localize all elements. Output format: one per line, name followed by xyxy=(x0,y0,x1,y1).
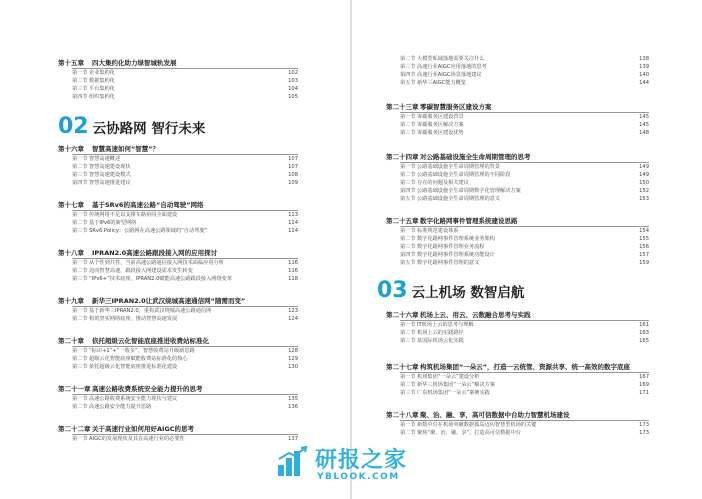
chapter-heading xyxy=(58,58,177,67)
watermark-url: YBLOOK.COM xyxy=(317,472,400,482)
watermark-logo-icon xyxy=(275,445,309,479)
chapter-number: 第十七章 xyxy=(58,201,84,209)
toc-entry[interactable]: 第一节标准规范建设体系 154 xyxy=(400,228,649,234)
toc-entry[interactable]: 第二节高速公路安全能力提升思路 136 xyxy=(72,404,298,410)
toc-entry[interactable]: 第一节IT机场上云的思考与理解 161 xyxy=(400,322,649,328)
chapter-title: 智慧高速如何“智慧”？ xyxy=(92,145,160,153)
toc-entry[interactable]: 第四节组织集约化 105 xyxy=(72,94,298,100)
chapter-rule xyxy=(400,162,649,163)
chapter-heading xyxy=(58,144,159,153)
toc-entry[interactable]: 第三节高速行业AIGC应用落地的思考 139 xyxy=(400,64,649,70)
chapter-title: 四大集约化助力绿智城轨发展 xyxy=(92,59,177,67)
chapter-title: 基于SRv6的高速公路“自动驾驶”网络 xyxy=(92,201,204,209)
toc-entry[interactable]: 第一节AIGC的发展现状及其在高速行业的必要性 137 xyxy=(72,436,298,442)
chapter-number: 第十五章 xyxy=(58,59,84,67)
chapter-rule xyxy=(400,420,649,421)
toc-entry[interactable]: 第二节零碳服务区解决方案 145 xyxy=(400,122,649,128)
chapter-heading xyxy=(58,336,209,345)
toc-entry[interactable]: 第三节某国际机场云化实践 165 xyxy=(400,338,649,344)
toc-entry[interactable]: 第三节零碳服务区建设优势 148 xyxy=(400,130,649,136)
toc-entry[interactable]: 第三节“IPv6+”技术底座，IPRAN2.0赋能高速公路跟段接入网络变革 118 xyxy=(72,276,298,282)
part-heading xyxy=(58,114,205,139)
toc-entry[interactable]: 第二节大模型私域落地需要关注什么 138 xyxy=(400,56,649,62)
toc-entry[interactable]: 第三节SRv6 Policy：公路网在高速公路领域的“自动驾驶” 114 xyxy=(72,228,298,234)
toc-entry[interactable]: 第一节公路基础设施全生命周期管理的背景 149 xyxy=(400,164,649,170)
part-title: 云协路网 智行未来 xyxy=(92,120,206,137)
toc-entry[interactable]: 第三节数字化路网事件管理业务流程 156 xyxy=(400,244,649,250)
right-page xyxy=(351,0,702,499)
toc-entry[interactable]: 第一节机场集团“一朵云”建设分析 167 xyxy=(400,374,649,380)
toc-entry[interactable]: 第二节数字化路网事件管理系统业务架构 155 xyxy=(400,236,649,242)
toc-entry[interactable]: 第三节平台集约化 104 xyxy=(72,86,298,92)
toc-entry[interactable]: 第二节数据集约化 103 xyxy=(72,78,298,84)
toc-entry[interactable]: 第一节零碳服务区建设背景 145 xyxy=(400,114,649,120)
toc-entry[interactable]: 第一节企业集约化 102 xyxy=(72,70,298,76)
chapter-rule xyxy=(72,258,298,259)
toc-entry[interactable]: 第五节数字化路网事件管理的意义 159 xyxy=(400,260,649,266)
chapter-heading xyxy=(58,248,217,257)
chapter-rule xyxy=(72,346,298,347)
toc-entry[interactable]: 第一节从个性到共性，当前高速公路通信接入网技术面临应用分析 116 xyxy=(72,260,298,266)
toc-entry[interactable]: 第一节传统网络不足以支撑车路协同全面建设 113 xyxy=(72,212,298,218)
chapter-heading xyxy=(386,152,531,161)
toc-entry[interactable]: 第三节智慧高速建设模式 108 xyxy=(72,172,298,178)
toc-entry[interactable]: 第二节聚焦“聚、治、融、享”，打造高可信数据中台 173 xyxy=(400,430,649,436)
part-heading xyxy=(377,278,524,303)
chapter-title: 机场上云、用云、云数融合思考与实践 xyxy=(420,311,531,319)
chapter-title: 高速公路收费系统安全能力提升的思考 xyxy=(92,385,203,393)
toc-entry[interactable]: 第二节公路基础设施全生命周期管理的不同阶段 149 xyxy=(400,172,649,178)
chapter-number: 第二十六章 xyxy=(386,311,419,319)
chapter-rule xyxy=(400,112,649,113)
chapter-number: 第二十五章 xyxy=(386,217,419,225)
chapter-number: 第二十一章 xyxy=(58,385,91,393)
chapter-heading xyxy=(386,310,531,319)
toc-entry[interactable]: 第一节基于新华三IPRAN2.0，重构武汉绕城高速公路通信网 123 xyxy=(72,308,298,314)
toc-entry[interactable]: 第一节“标识+1”+“一收多”，智慧收费站升级新思路 128 xyxy=(72,348,298,354)
part-number: 02 xyxy=(58,114,89,139)
toc-entry[interactable]: 第二节构筑坚实网络底座，推动智慧高速发展 124 xyxy=(72,316,298,322)
toc-entry[interactable]: 第四节智慧高速推进建议 109 xyxy=(72,180,298,186)
toc-entry[interactable]: 第三节广东机场集团“一朵云”案例实践 171 xyxy=(400,390,649,396)
toc-entry[interactable]: 第五节新华三AIGC能力概览 144 xyxy=(400,80,649,86)
toc-entry[interactable]: 第二节基于IPv6的新型网络 114 xyxy=(72,220,298,226)
chapter-number: 第二十七章 xyxy=(386,363,419,371)
chapter-number: 第二十二章 xyxy=(58,425,91,433)
chapter-rule xyxy=(72,434,298,435)
chapter-title: 新华三IPRAN2.0让武汉绕城高速通信网“随需而变” xyxy=(92,297,246,305)
chapter-title: 聚、治、融、享，高可信数据中台助力智慧机场建设 xyxy=(420,411,570,419)
watermark xyxy=(275,443,450,491)
chapter-heading xyxy=(386,102,492,111)
chapter-rule xyxy=(400,320,649,321)
toc-entry[interactable]: 第二节超级云化智能底座赋能收费站标准化的核心 129 xyxy=(72,356,298,362)
chapter-rule xyxy=(72,306,298,307)
chapter-title: 依托超级云化智能底座推进收费站标准化 xyxy=(92,337,209,345)
part-title: 云上机场 数智启航 xyxy=(411,284,525,301)
chapter-number: 第十六章 xyxy=(58,145,84,153)
chapter-title: 构筑机场集团“一朵云”，打造一云统管、资源共享、统一高效的数字底座 xyxy=(420,363,631,371)
toc-entry[interactable]: 第二节迈向智慧高速，跟段接入网建设需求发生转变 116 xyxy=(72,268,298,274)
toc-entry[interactable]: 第三节依托超级云化智能底座推进标准化建设 130 xyxy=(72,364,298,370)
chapter-rule xyxy=(72,154,298,155)
toc-entry[interactable]: 第二节机场上云的实践路径 163 xyxy=(400,330,649,336)
chapter-number: 第二十四章 xyxy=(386,153,419,161)
chapter-title: 数字化路网事件管理系统建设思路 xyxy=(420,217,518,225)
chapter-rule xyxy=(400,226,649,227)
chapter-title: 关于高速行业如何用好AIGC的思考 xyxy=(92,425,195,433)
chapter-number: 第二十八章 xyxy=(386,411,419,419)
toc-entry[interactable]: 第一节智慧高速概述 107 xyxy=(72,156,298,162)
chapter-heading xyxy=(58,424,194,433)
toc-entry[interactable]: 第四节数字化路网事件管理系统功能设计 157 xyxy=(400,252,649,258)
chapter-rule xyxy=(72,210,298,211)
chapter-number: 第十九章 xyxy=(58,297,84,305)
toc-entry[interactable]: 第四节高速行业AIGC场景落地建议 140 xyxy=(400,72,649,78)
chapter-heading xyxy=(386,216,518,225)
chapter-rule xyxy=(72,68,298,69)
chapter-rule xyxy=(400,372,649,373)
chapter-heading xyxy=(58,296,245,305)
toc-entry[interactable]: 第二节智慧高速建设现状 107 xyxy=(72,164,298,170)
toc-entry[interactable]: 第五节公路基础设施全生命周期管理的意义 153 xyxy=(400,196,649,202)
chapter-number: 第二十三章 xyxy=(386,103,419,111)
chapter-title: 对公路基础设施全生命周期管理的思考 xyxy=(420,153,531,161)
chapter-rule xyxy=(72,394,298,395)
toc-entry[interactable]: 第三节存在的问题及相关建议 150 xyxy=(400,180,649,186)
watermark-text: 研报之家 xyxy=(315,448,408,473)
toc-entry[interactable]: 第二节新华三机场集团“一朵云”解决方案 169 xyxy=(400,382,649,388)
toc-entry[interactable]: 第四节公路基础设施全生命周期数字化管理解决方案 152 xyxy=(400,188,649,194)
chapter-heading xyxy=(58,200,204,209)
part-number: 03 xyxy=(377,278,408,303)
toc-entry[interactable]: 第一节高速公路收费系统安全能力现状与建议 135 xyxy=(72,396,298,402)
chapter-heading xyxy=(58,384,203,393)
chapter-title: IPRAN2.0高速公路跟段接入网的应用探讨 xyxy=(92,249,218,257)
chapter-number: 第十八章 xyxy=(58,249,84,257)
chapter-number: 第二十章 xyxy=(58,337,84,345)
chapter-heading xyxy=(386,362,630,371)
toc-entry[interactable]: 第一节新数中台在机场突破数据孤岛迈向智慧型机场的关键 173 xyxy=(400,422,649,428)
chapter-title: 零碳智慧服务区建设方案 xyxy=(420,103,492,111)
chapter-heading xyxy=(386,410,570,419)
